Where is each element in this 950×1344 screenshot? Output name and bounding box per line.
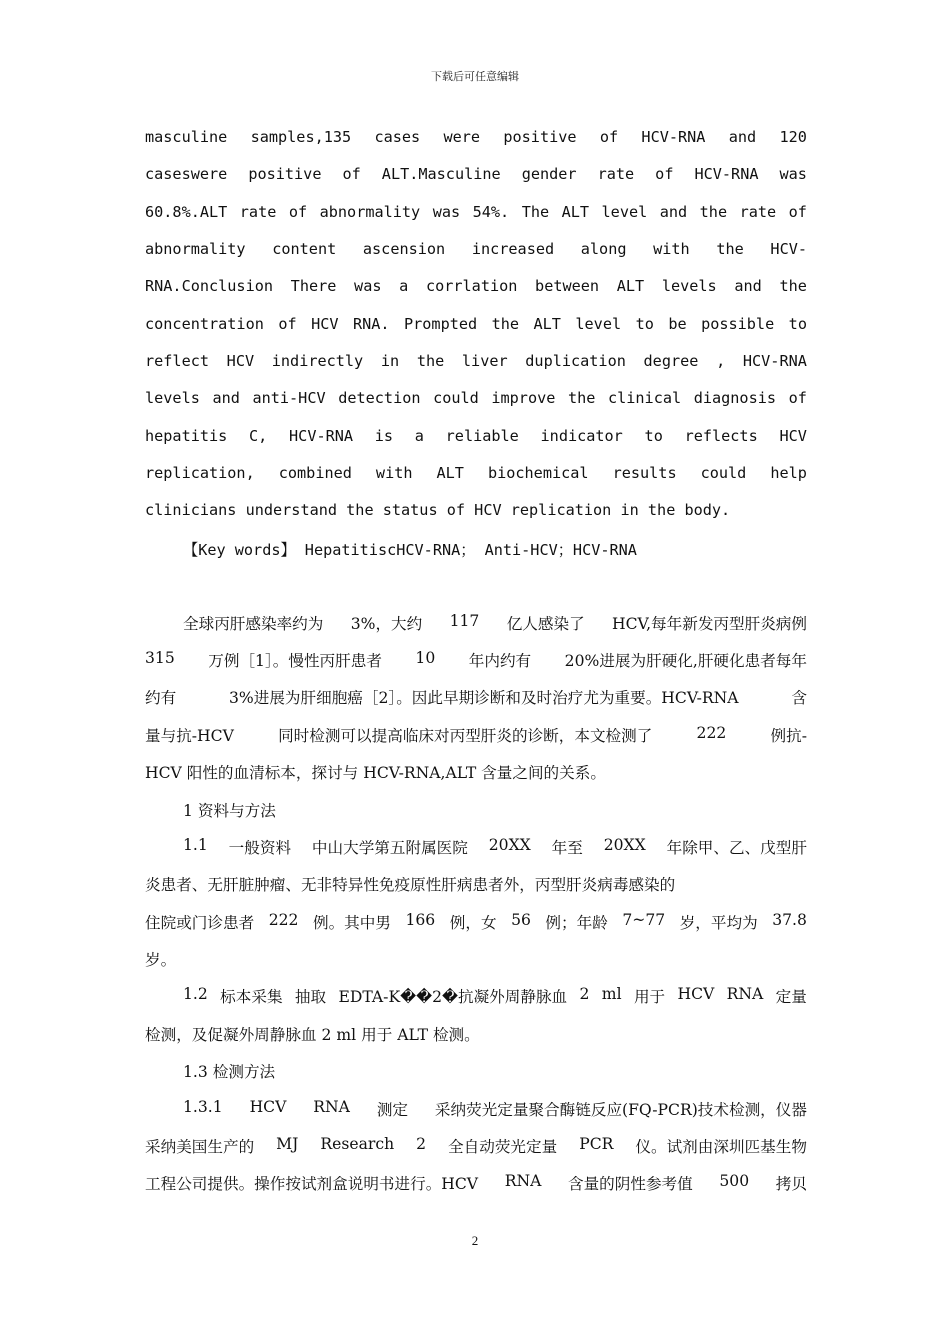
abstract-line: clinicians understand the status of HCV replication in the body. [145,501,731,519]
body-line: 炎患者、无肝脏肿瘤、无非特异性免疫原性肝病患者外，丙型肝炎病毒感染的 [145,876,676,894]
abstract-line: 60.8%.ALT rate of abnormality was 54%. The ALT level and the rate of [145,203,807,221]
abstract-line: abnormality content ascension increased along with the HCV- [145,240,807,258]
body-line: 1.1 一般资料 中山大学第五附属医院 20XX 年至 20XX 年除甲、乙、戊型肝 [183,836,807,857]
abstract-line: hepatitis C, HCV-RNA is a reliable indicator to reflects HCV [145,427,807,445]
abstract-line: concentration of HCV RNA. Prompted the ALT level to be possible to [145,315,807,333]
page-header: 下载后可任意编辑 [431,70,519,83]
body-line: 检测，及促凝外周静脉血 2 ml 用于 ALT 检测。 [145,1026,480,1044]
body-line: 量与抗-HCV 同时检测可以提高临床对丙型肝炎的诊断，本文检测了 222 例抗- [145,724,807,745]
body-line: 工程公司提供。操作按试剂盒说明书进行。HCV RNA 含量的阴性参考值 500 拷贝 [145,1172,807,1193]
keywords-line: 【Key words】 HepatitiscHCV-RNA； Anti-HCV；HCV-RNA [183,541,637,559]
abstract-line: levels and anti-HCV detection could improve the clinical diagnosis of [145,389,807,407]
body-line: HCV 阳性的血清标本，探讨与 HCV-RNA,ALT 含量之间的关系。 [145,764,606,782]
body-line: 1.3.1 HCV RNA 测定 采纳荧光定量聚合酶链反应(FQ-PCR)技术检测，仪器 [183,1098,807,1119]
body-line: 住院或门诊患者 222 例。其中男 166 例，女 56 例；年龄 7~77 岁，平均为 37.8 [145,911,807,932]
abstract-line: masculine samples,135 cases were positive of HCV-RNA and 120 [145,128,807,146]
abstract-line: caseswere positive of ALT.Masculine gender rate of HCV-RNA was [145,165,807,183]
page-number: 2 [471,1233,479,1248]
abstract-line: reflect HCV indirectly in the liver duplication degree , HCV-RNA [145,352,807,370]
body-line: 岁。 [145,951,177,969]
body-line: 约有 3%进展为肝细胞癌［2］。因此早期诊断和及时治疗尤为重要。HCV-RNA 含 [145,689,807,707]
subsection-heading: 1.3 检测方法 [183,1063,276,1081]
body-line: 1.2 标本采集 抽取 EDTA-K��2�抗凝外周静脉血 2 ml 用于 HCV RNA 定量 [183,985,807,1006]
body-line: 采纳美国生产的 MJ Research 2 全自动荧光定量 PCR 仪。试剂由深圳匹基生物 [145,1135,807,1156]
section-heading: 1 资料与方法 [183,802,276,820]
abstract-line: RNA.Conclusion There was a corrlation between ALT levels and the [145,277,807,295]
body-line: 315 万例［1］。慢性丙肝患者 10 年内约有 20%进展为肝硬化,肝硬化患者每年 [145,649,807,670]
abstract-line: replication, combined with ALT biochemical results could help [145,464,807,482]
body-line: 全球丙肝感染率约为 3%，大约 117 亿人感染了 HCV,每年新发丙型肝炎病例 [183,612,807,633]
